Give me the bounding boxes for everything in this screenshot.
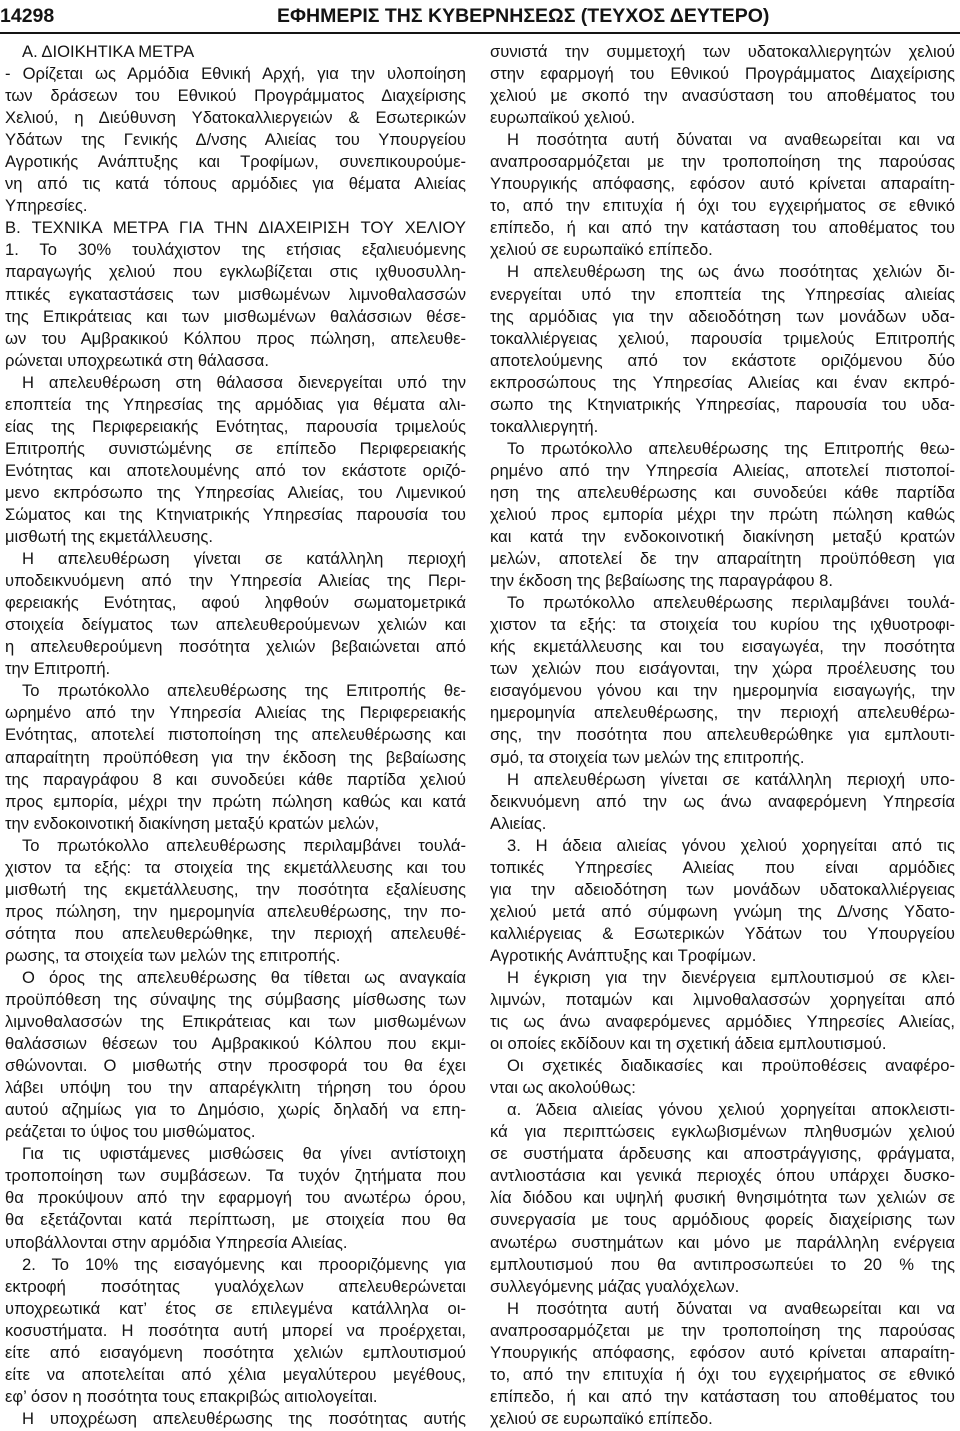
text-line: προς εμπορία, μέχρι την πρώτη πώληση καθώς και κατά (5, 791, 466, 811)
text-line: Το πρωτόκολλο απελευθέρωσης της Επιτροπής θεω- (507, 438, 955, 458)
text-line: την έκδοση της βεβαίωσης της παραγράφου 8. (490, 571, 833, 591)
text-line: συλλεγόμενης μάζας γυαλόχελων. (490, 1276, 740, 1296)
text-line: οι οποίες εκδίδουν και τη σχετική άδεια εμπλουτισμού. (490, 1034, 887, 1054)
text-line: ωρημένο από την Υπηρεσία Αλιείας της Περιφερειακής (5, 703, 466, 723)
text-line: χελιού προς εμπορία μέχρι την πρώτη πώληση καθώς (490, 504, 955, 524)
text-line: εποπτεία της Υπηρεσίας της αρμόδιας για θέματα αλι- (5, 394, 466, 414)
text-line: σης, την ποσότητα που απελευθερώθηκε για εμπλουτι- (490, 725, 955, 745)
text-line: μελών, αποτελεί δε την απαραίτητη προϋπόθεση για (490, 549, 955, 569)
left-column (5, 41, 466, 1430)
text-line: Για τις υφιστάμενες μισθώσεις θα γίνει αντίστοιχη (22, 1144, 466, 1164)
text-line: προς πώληση, την ημερομηνία απελευθέρωσης, την πο- (5, 901, 466, 921)
text-line: της παραγράφου 8 και συνοδεύει κάθε παρτίδα χελιού (5, 769, 466, 789)
text-line: την ενδοκοινοτική διακίνηση μεταξύ κρατών μελών, (5, 813, 379, 833)
text-line: κά για περιπτώσεις εγκλωβισμένων πληθυσμών χελιού (490, 1122, 955, 1142)
text-line: Το πρωτόκολλο απελευθέρωσης περιλαμβάνει τουλά- (22, 835, 466, 855)
text-line: ρωσης, τα στοιχεία των μελών της επιτροπής. (5, 945, 341, 965)
text-line: Αλιείας. (490, 813, 547, 833)
text-line: ων του Αμβρακικού Κόλπου προς πώληση, απελευθε- (5, 328, 466, 348)
text-line: της αρμόδιας για την αδειοδότηση των μονάδων υδα- (490, 306, 955, 326)
text-line: για την αδειοδότηση των μονάδων υδατοκαλλιέργειας (490, 879, 955, 899)
text-line: αυτού αζημίως για το Δημόσιο, χωρίς δηλαδή να επη- (5, 1100, 466, 1120)
text-line: Η απελευθέρωση της ως άνω ποσότητας χελιών δι- (507, 262, 955, 282)
header-rule (0, 32, 960, 34)
text-line: 1. Το 30% τουλάχιστον της ετήσιας εξαλιευόμενης (5, 240, 466, 260)
text-line: και κατά την ενδοκοινοτική διακίνηση μεταξύ κρατών (490, 527, 955, 547)
text-line: ενεργείται υπό την εποπτεία της Υπηρεσίας αλιείας (490, 284, 955, 304)
text-line: χελιού σε ευρωπαϊκό επίπεδο. (490, 240, 713, 260)
text-line: χελιού σε ευρωπαϊκό επίπεδο. (490, 1408, 713, 1428)
text-line: Ενότητας και αποτελουμένης από τον εκάστοτε οριζό- (5, 460, 466, 480)
text-line: χιστον τα εξής: τα στοιχεία της εκμετάλλευσης και του (5, 857, 466, 877)
text-line: σθώνονται. Ο μισθωτής στην προσφορά του θα έχει (5, 1056, 466, 1076)
page-number: 14298 (0, 5, 55, 27)
text-line: αναπροσαρμόζεται με την τροποποίηση της παρούσας (490, 152, 955, 172)
text-line: καλλιέργειας & Εσωτερικών Υδάτων του Υπουργείου (490, 923, 955, 943)
text-line: χελιού με σκοπό την ανασύσταση του αποθέματος του (490, 86, 955, 106)
section-heading: Α. ΔΙΟΙΚΗΤΙΚΑ ΜΕΤΡΑ (22, 42, 195, 61)
text-line: υποχρεωτικά κατ’ έτος σε επιλεγμένα κατάλληλα οι- (5, 1298, 466, 1318)
text-line: Η απελευθέρωση γίνεται σε κατάλληλη περιοχή (22, 549, 466, 569)
text-line: απαραίτητη προϋπόθεση για την έκδοση της βεβαίωσης (5, 747, 466, 767)
text-line: μενο εκπρόσωπο της Υπηρεσίας Αλιείας, του Λιμενικού (5, 482, 466, 502)
text-line: - Ορίζεται ως Αρμόδια Εθνική Αρχή, για την υλοποίηση (5, 64, 466, 84)
text-line: χιστον τα εξής: τα στοιχεία του κυρίου της ιχθυοτροφι- (490, 615, 955, 635)
text-line: Υπουργικής απόφασης, εφόσον αυτό κρίνεται απαραίτη- (490, 1342, 955, 1362)
text-line: κής εκμετάλλευσης και του εισαγωγέα, την ποσότητα (490, 637, 955, 657)
text-line: Η απελευθέρωση στη θάλασσα διενεργείται υπό την (22, 372, 466, 392)
text-line: Οι σχετικές διαδικασίες και προϋποθέσεις αναφέρο- (507, 1056, 955, 1076)
text-line: 2. Το 10% της εισαγόμενης και προοριζόμενης για (22, 1254, 466, 1274)
text-line: μισθωτή της εκμετάλλευσης, την ποσότητα εξαλίευσης (5, 879, 466, 899)
text-line: Χελιού, η Διεύθυνση Υδατοκαλλιεργειών & Εσωτερικών (5, 108, 466, 128)
text-line: των χελιών που εισάγονται, την χώρα προέλευσης του (490, 659, 955, 679)
text-line: θα προκύψουν από την εφαρμογή του ανωτέρω όρου, (5, 1188, 466, 1208)
text-line: Υπηρεσίες. (5, 196, 88, 216)
text-line: τοκαλλιέργειας χελιού, παρουσία τριμελούς Επιτροπής (490, 328, 955, 348)
text-line: το, από την επιτυχία ή όχι του εγχειρήματος σε εθνικό (490, 196, 955, 216)
text-line: δεικνυόμενη από την ως άνω αναφερόμενη Υπηρεσία (490, 791, 955, 811)
text-line: τροποποίηση των συμβάσεων. Τα τυχόν ζητήματα που (5, 1166, 466, 1186)
text-line: της Επικράτειας και των μισθωμένων θαλάσσιων θέσε- (5, 306, 466, 326)
gazette-title: ΕΦΗΜΕΡΙΣ ΤΗΣ ΚΥΒΕΡΝΗΣΕΩΣ (ΤΕΥΧΟΣ ΔΕΥΤΕΡΟ) (277, 5, 770, 27)
text-line: ημερομηνία απελευθέρωσης, την περιοχή απελευθέρω- (490, 703, 955, 723)
text-line: τις ως άνω αναφερόμενες αρμόδιες Υπηρεσίες Αλιείας, (490, 1012, 955, 1032)
text-line: τοκαλλιεργητή. (490, 416, 599, 436)
text-line: Η ποσότητα αυτή δύναται να αναθεωρείται και να (507, 1298, 955, 1318)
text-line: εκπροσώπους της Υπηρεσίας Αλιείας και έναν εκπρό- (490, 372, 955, 392)
text-line: ηση της απελευθέρωσης και συνοδεύει κάθε παρτίδα (490, 482, 955, 502)
text-line: Επιτροπής συνιστώμένης σε επίπεδο Περιφερειακής (5, 438, 466, 458)
text-line: λιμνοθαλασσών της Επικράτειας και των μισθωμένων (5, 1012, 466, 1032)
text-line: στοιχεία δείγματος των απελευθερούμενων χελιών και (5, 615, 466, 635)
text-line: εφ’ όσον η ποσότητα τους επακριβώς αιτιολογείται. (5, 1386, 378, 1406)
text-line: εκτροφή ποσότητας γυαλόχελων απελευθερώνεται (5, 1276, 466, 1296)
text-line: τοπικές Υπηρεσίες Αλιείας που είναι αρμόδιες (490, 857, 955, 877)
text-line: Σώματος και της Κτηνιατρικής Υπηρεσίας παρουσία του (5, 504, 466, 524)
text-line: είας της Περιφερειακής Ενότητας, παρουσία τριμελούς (5, 416, 466, 436)
text-line: την Επιτροπή. (5, 659, 111, 679)
text-line: Ενότητας, αποτελεί πιστοποίηση της απελευθέρωσης και (5, 725, 466, 745)
text-line: λία διόδου και υψηλή φυσική θνησιμότητα των χελιών σε (490, 1188, 955, 1208)
text-line: συνιστά την συμμετοχή των υδατοκαλλιεργητών χελιού (490, 42, 955, 61)
text-line: Ο όρος της απελευθέρωσης θα τίθεται ως αναγκαία (22, 967, 466, 987)
text-line: εισαγόμενου γόνου και την ημερομηνία εισαγωγής, την (490, 681, 955, 701)
text-line: Το πρωτόκολλο απελευθέρωσης της Επιτροπής θε- (22, 681, 466, 701)
text-line: ρεάζεται το ύψος του μισθώματος. (5, 1122, 256, 1142)
text-line: νη από τις κατά τόπους αρμόδιες για θέματα Αλιείας (5, 174, 466, 194)
text-line: επίπεδο, ή και από την κατάσταση του αποθέματος του (490, 1386, 955, 1406)
text-line: πτικές εγκαταστάσεις των μισθωμένων λιμνοθαλασσών (5, 284, 466, 304)
text-line: Υπουργικής απόφασης, εφόσον αυτό κρίνεται απαραίτη- (490, 174, 955, 194)
text-line: υποδεικνυόμενη από την Υπηρεσία Αλιείας της Περι- (5, 571, 466, 591)
text-line: Το πρωτόκολλο απελευθέρωσης περιλαμβάνει τουλά- (507, 593, 955, 613)
text-line: θαλάσσιων θέσεων του Αμβρακικού Κόλπου που εκμι- (5, 1034, 466, 1054)
text-line: σμό, τα στοιχεία των μελών της επιτροπής. (490, 747, 805, 767)
text-line: λάβει υπόψη του την απαρέγκλιτη τήρηση του όρου (5, 1078, 466, 1098)
right-column (490, 41, 955, 1430)
text-line: μισθωτή της εκμετάλλευσης. (5, 527, 213, 547)
text-line: αναπροσαρμόζεται με την τροποποίηση της παρούσας (490, 1320, 955, 1340)
text-line: θα εξετάζονται κατά περίπτωση, με στοιχεία που θα (5, 1210, 466, 1230)
text-line: στην εφαρμογή του Εθνικού Προγράμματος Διαχείρισης (490, 64, 955, 84)
text-line: είτε από εισαγόμενη ποσότητα χελιών εμπλουτισμού (5, 1342, 466, 1362)
text-line: το, από την επιτυχία ή όχι του εγχειρήματος σε εθνικό (490, 1364, 955, 1384)
text-line: εμπλουτισμού που θα αντιπροσωπεύει το 20 % της (490, 1254, 955, 1274)
text-line: επίπεδο, ή και από την κατάσταση του αποθέματος του (490, 218, 955, 238)
text-line: Υδάτων της Γενικής Δ/νσης Αλιείας του Υπουργείου (5, 130, 466, 150)
text-line: προϋπόθεση της σύναψης της σύμβασης μίσθωσης των (5, 990, 466, 1010)
section-heading: Β. ΤΕΧΝΙΚΑ ΜΕΤΡΑ ΓΙΑ ΤΗΝ ΔΙΑΧΕΙΡΙΣΗ ΤΟΥ ΧΕΛΙΟΥ (5, 218, 466, 238)
text-line: Η έγκριση για την διενέργεια εμπλουτισμού σε κλει- (507, 967, 955, 987)
text-line: ρημένο από την Υπηρεσία Αλιείας, αποτελεί πιστοποί- (490, 460, 955, 480)
text-line: αποτελούμενης από τον εκάστοτε οριζόμενου δύο (490, 350, 955, 370)
text-line: Η υποχρέωση απελευθέρωσης της ποσότητας αυτής (22, 1408, 466, 1428)
text-line: ρώνεται υποχρεωτικά στη θάλασσα. (5, 350, 269, 370)
text-line: ευρωπαϊκού χελιού. (490, 108, 636, 128)
text-line: Αγροτικής Ανάπτυξης και Τροφίμων. (490, 945, 757, 965)
text-line: παραγωγής χελιού που εγκλωβίζεται στις ιχθυοσυλλη- (5, 262, 466, 282)
text-line: χελιού μετά από σύμφωνη γνώμη της Δ/νσης Υδατο- (490, 901, 955, 921)
text-line: σωπο της Κτηνιατρικής Υπηρεσίας, παρουσία του υδα- (490, 394, 955, 414)
text-line: α. Άδεια αλιείας γόνου χελιού χορηγείται αποκλειστι- (507, 1100, 955, 1120)
text-line: αντλιοστάσια και γενικά περιοχές όπου υπάρχει δυσκο- (490, 1166, 955, 1186)
text-line: των δράσεων του Εθνικού Προγράμματος Διαχείρισης (5, 86, 466, 106)
text-line: είτε να αποτελείται από χέλια μεγαλύτερου μεγέθους, (5, 1364, 466, 1384)
text-line: ανωτέρω συστημάτων και μόνο με παράλληλη ενέργεια (490, 1232, 955, 1252)
text-line: λιμνών, ποταμών και λιμνοθαλασσών χορηγείται από (490, 990, 955, 1010)
text-line: υποβάλλονται στην αρμόδια Υπηρεσία Αλιείας. (5, 1232, 348, 1252)
text-line: σότητα που απελευθερώθηκε, την περιοχή απελευθέ- (5, 923, 466, 943)
text-line: νται ως ακολούθως: (490, 1078, 636, 1098)
text-line: συνεργασία με τους αρμόδιους φορείς διαχείρισης των (490, 1210, 955, 1230)
text-line: 3. Η άδεια αλιείας γόνου χελιού χορηγείται από τις (507, 835, 955, 855)
text-line: η απελευθερούμενη ποσότητα χελιών βεβαιώνεται από (5, 637, 466, 657)
text-line: Η ποσότητα αυτή δύναται να αναθεωρείται και να (507, 130, 955, 150)
text-line: φερειακής Ενότητας, αφού ληφθούν σωματομετρικά (5, 593, 466, 613)
text-line: σε συστήματα άρδευσης και αποστράγγισης, φράγματα, (490, 1144, 955, 1164)
text-line: κοσυστήματα. Η ποσότητα αυτή μπορεί να προέρχεται, (5, 1320, 466, 1340)
text-line: Η απελευθέρωση γίνεται σε κατάλληλη περιοχή υπο- (507, 769, 955, 789)
text-line: Αγροτικής Ανάπτυξης και Τροφίμων, συνεπικουρούμε- (5, 152, 466, 172)
